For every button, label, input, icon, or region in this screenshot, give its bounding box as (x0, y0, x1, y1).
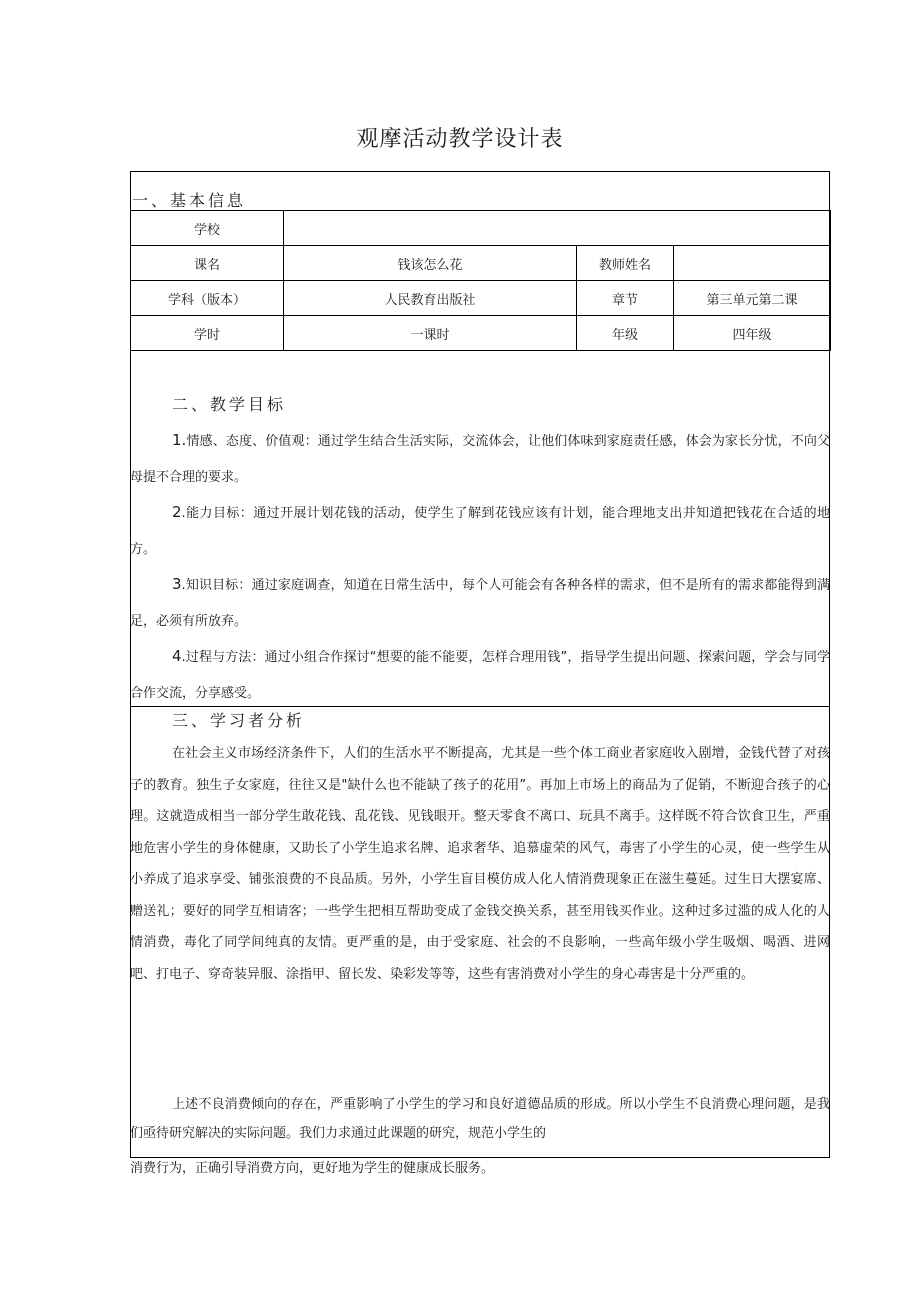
label-teacher-name: 教师姓名 (577, 246, 674, 281)
objective-number: 4 (172, 647, 182, 665)
learner-analysis-paragraph-1: 在社会主义市场经济条件下，人们的生活水平不断提高，尤其是一些个体工商业者家庭收入剧增，金钱代替了对孩子的教育。独生子女家庭，往往又是"缺什么也不能缺了孩子的花用”。再加上市场上的商品为了促销，不断迎合孩子的心理。这就造成相当一部分学生敢花钱、乱花钱、见钱眼开。整天零食不离口、玩具不离手。这样既不符合饮食卫生，严重地危害小学生的身体健康，又助长了小学生追求名牌、追求奢华、追慕虚荣的风气，毒害了小学生的心灵，使一些学生从小养成了追求享受、铺张浪费的不良品质。另外，小学生盲目模仿成人化人情消费现象正在滋生蔓延。过生日大摆宴席、赠送礼；要好的同学互相请客；一些学生把相互帮助变成了金钱交换关系，甚至用钱买作业。这种过多过滥的成人化的人情消费，毒化了同学间纯真的友情。更严重的是，由于受家庭、社会的不良影响，一些高年级小学生吸烟、喝酒、进网吧、打电子、穿奇装异服、涂指甲、留长发、染彩发等等，这些有害消费对小学生的身心毒害是十分严重的。 (130, 746, 830, 982)
value-teacher-name (674, 246, 831, 281)
section-objectives-heading: 二、教学目标 (172, 395, 287, 414)
objective-number: 3 (172, 575, 182, 593)
objective-number: 2 (172, 503, 182, 521)
basic-info-table (130, 210, 831, 351)
table-row (131, 281, 831, 316)
label-subject: 学科（版本） (131, 281, 284, 316)
objective-text: .能力目标：通过开展计划花钱的活动，使学生了解到花钱应该有计划，能合理地支出并知道把钱花在合适的地方。 (130, 506, 830, 557)
objective-1 (130, 422, 830, 496)
objective-text: .过程与方法：通过小组合作探讨“想要的能不能要，怎样合理用钱”，指导学生提出问题、探索问题，学会与同学合作交流，分享感受。 (130, 650, 830, 701)
section-learner-analysis-heading: 三、学习者分析 (172, 711, 306, 730)
table-row (131, 211, 831, 246)
section-divider (130, 706, 830, 707)
objective-number: 1. (172, 431, 187, 449)
objective-text: .知识目标：通过家庭调查，知道在日常生活中，每个人可能会有各种各样的需求，但不是所有的需求都能得到满足，必须有所放弃。 (130, 578, 830, 629)
table-row (131, 246, 831, 281)
page-title: 观摩活动教学设计表 (356, 127, 564, 152)
value-subject: 人民教育出版社 (284, 281, 577, 316)
label-school: 学校 (131, 211, 284, 246)
value-chapter: 第三单元第二课 (674, 281, 831, 316)
value-grade: 四年级 (674, 316, 831, 351)
objective-text: 情感、态度、价值观：通过学生结合生活实际，交流体会，让他们体味到家庭责任感，体会为家长分忧，不向父母提不合理的要求。 (130, 434, 830, 485)
label-chapter: 章节 (577, 281, 674, 316)
value-school (284, 211, 831, 246)
objective-4 (130, 638, 830, 712)
label-grade: 年级 (577, 316, 674, 351)
value-class-hours: 一课时 (284, 316, 577, 351)
learner-analysis-continuation: 消费行为，正确引导消费方向，更好地为学生的健康成长服务。 (130, 1161, 495, 1176)
table-row (131, 316, 831, 351)
label-class-hours: 学时 (131, 316, 284, 351)
objective-2 (130, 494, 830, 568)
learner-analysis-paragraph-2: 上述不良消费倾向的存在，严重影响了小学生的学习和良好道德品质的形成。所以小学生不良消费心理问题，是我们亟待研究解决的实际问题。我们力求通过此课题的研究，规范小学生的 (130, 1097, 830, 1141)
section-basic-info-heading: 一、基本信息 (132, 191, 247, 210)
objective-3 (130, 566, 830, 640)
value-course-name: 钱该怎么花 (284, 246, 577, 281)
label-course-name: 课名 (131, 246, 284, 281)
